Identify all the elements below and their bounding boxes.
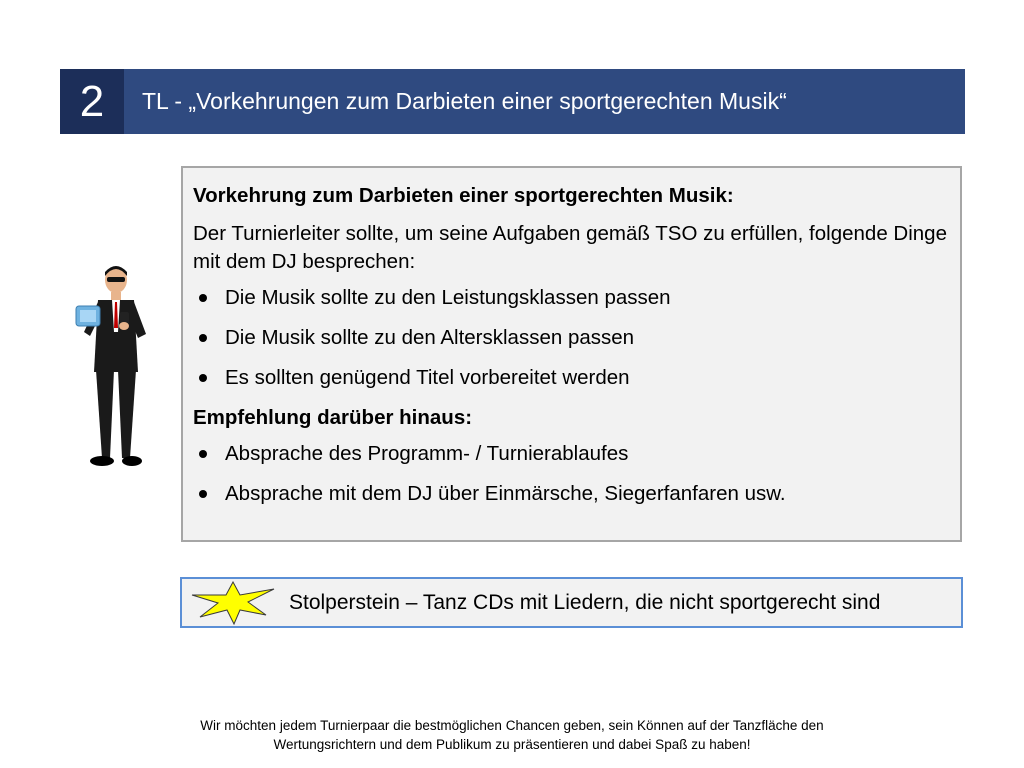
dj-man-with-cd-icon: [74, 262, 154, 479]
list-item: [193, 440, 950, 468]
footer-line-1: Wir möchten jedem Turnierpaar die bestmöglichen Chancen geben, sein Können auf der Tanzfläche den: [200, 718, 824, 733]
content-intro: Der Turnierleiter sollte, um seine Aufgaben gemäß TSO zu erfüllen, folgende Dinge mit dem DJ besprechen:: [193, 222, 947, 273]
warning-box: [180, 577, 963, 628]
footer-line-2: Wertungsrichtern und dem Publikum zu präsentieren und dabei Spaß zu haben!: [273, 737, 751, 752]
slide-header: [60, 69, 965, 134]
list-item-text: Absprache mit dem DJ über Einmärsche, Siegerfanfaren usw.: [225, 482, 786, 505]
list-item: [193, 324, 950, 352]
content-box: [181, 166, 962, 542]
list-item: [193, 284, 950, 312]
bullet-icon: [199, 334, 207, 342]
list-item-text: Die Musik sollte zu den Leistungsklassen passen: [225, 286, 671, 309]
bullet-icon: [199, 490, 207, 498]
list-item: [193, 364, 950, 392]
warning-text: Stolperstein – Tanz CDs mit Liedern, die nicht sportgerecht sind: [289, 591, 881, 614]
bullet-icon: [199, 374, 207, 382]
slide-number: 2: [60, 69, 124, 134]
list-item-text: Es sollten genügend Titel vorbereitet werden: [225, 366, 630, 389]
bullet-icon: [199, 450, 207, 458]
list-item-text: Die Musik sollte zu den Altersklassen passen: [225, 326, 635, 349]
content-heading: Vorkehrung zum Darbieten einer sportgerechten Musik:: [193, 184, 734, 207]
bullet-list-2: [193, 440, 950, 508]
footer: [0, 716, 1024, 754]
star-burst-icon: [190, 581, 276, 625]
list-item-text: Absprache des Programm- / Turnierablaufes: [225, 442, 629, 465]
bullet-icon: [199, 294, 207, 302]
bullet-list: [193, 284, 950, 392]
slide-title: TL - „Vorkehrungen zum Darbieten einer sportgerechten Musik“: [142, 88, 787, 114]
list-item: [193, 480, 950, 508]
content-heading-2: Empfehlung darüber hinaus:: [193, 406, 473, 429]
